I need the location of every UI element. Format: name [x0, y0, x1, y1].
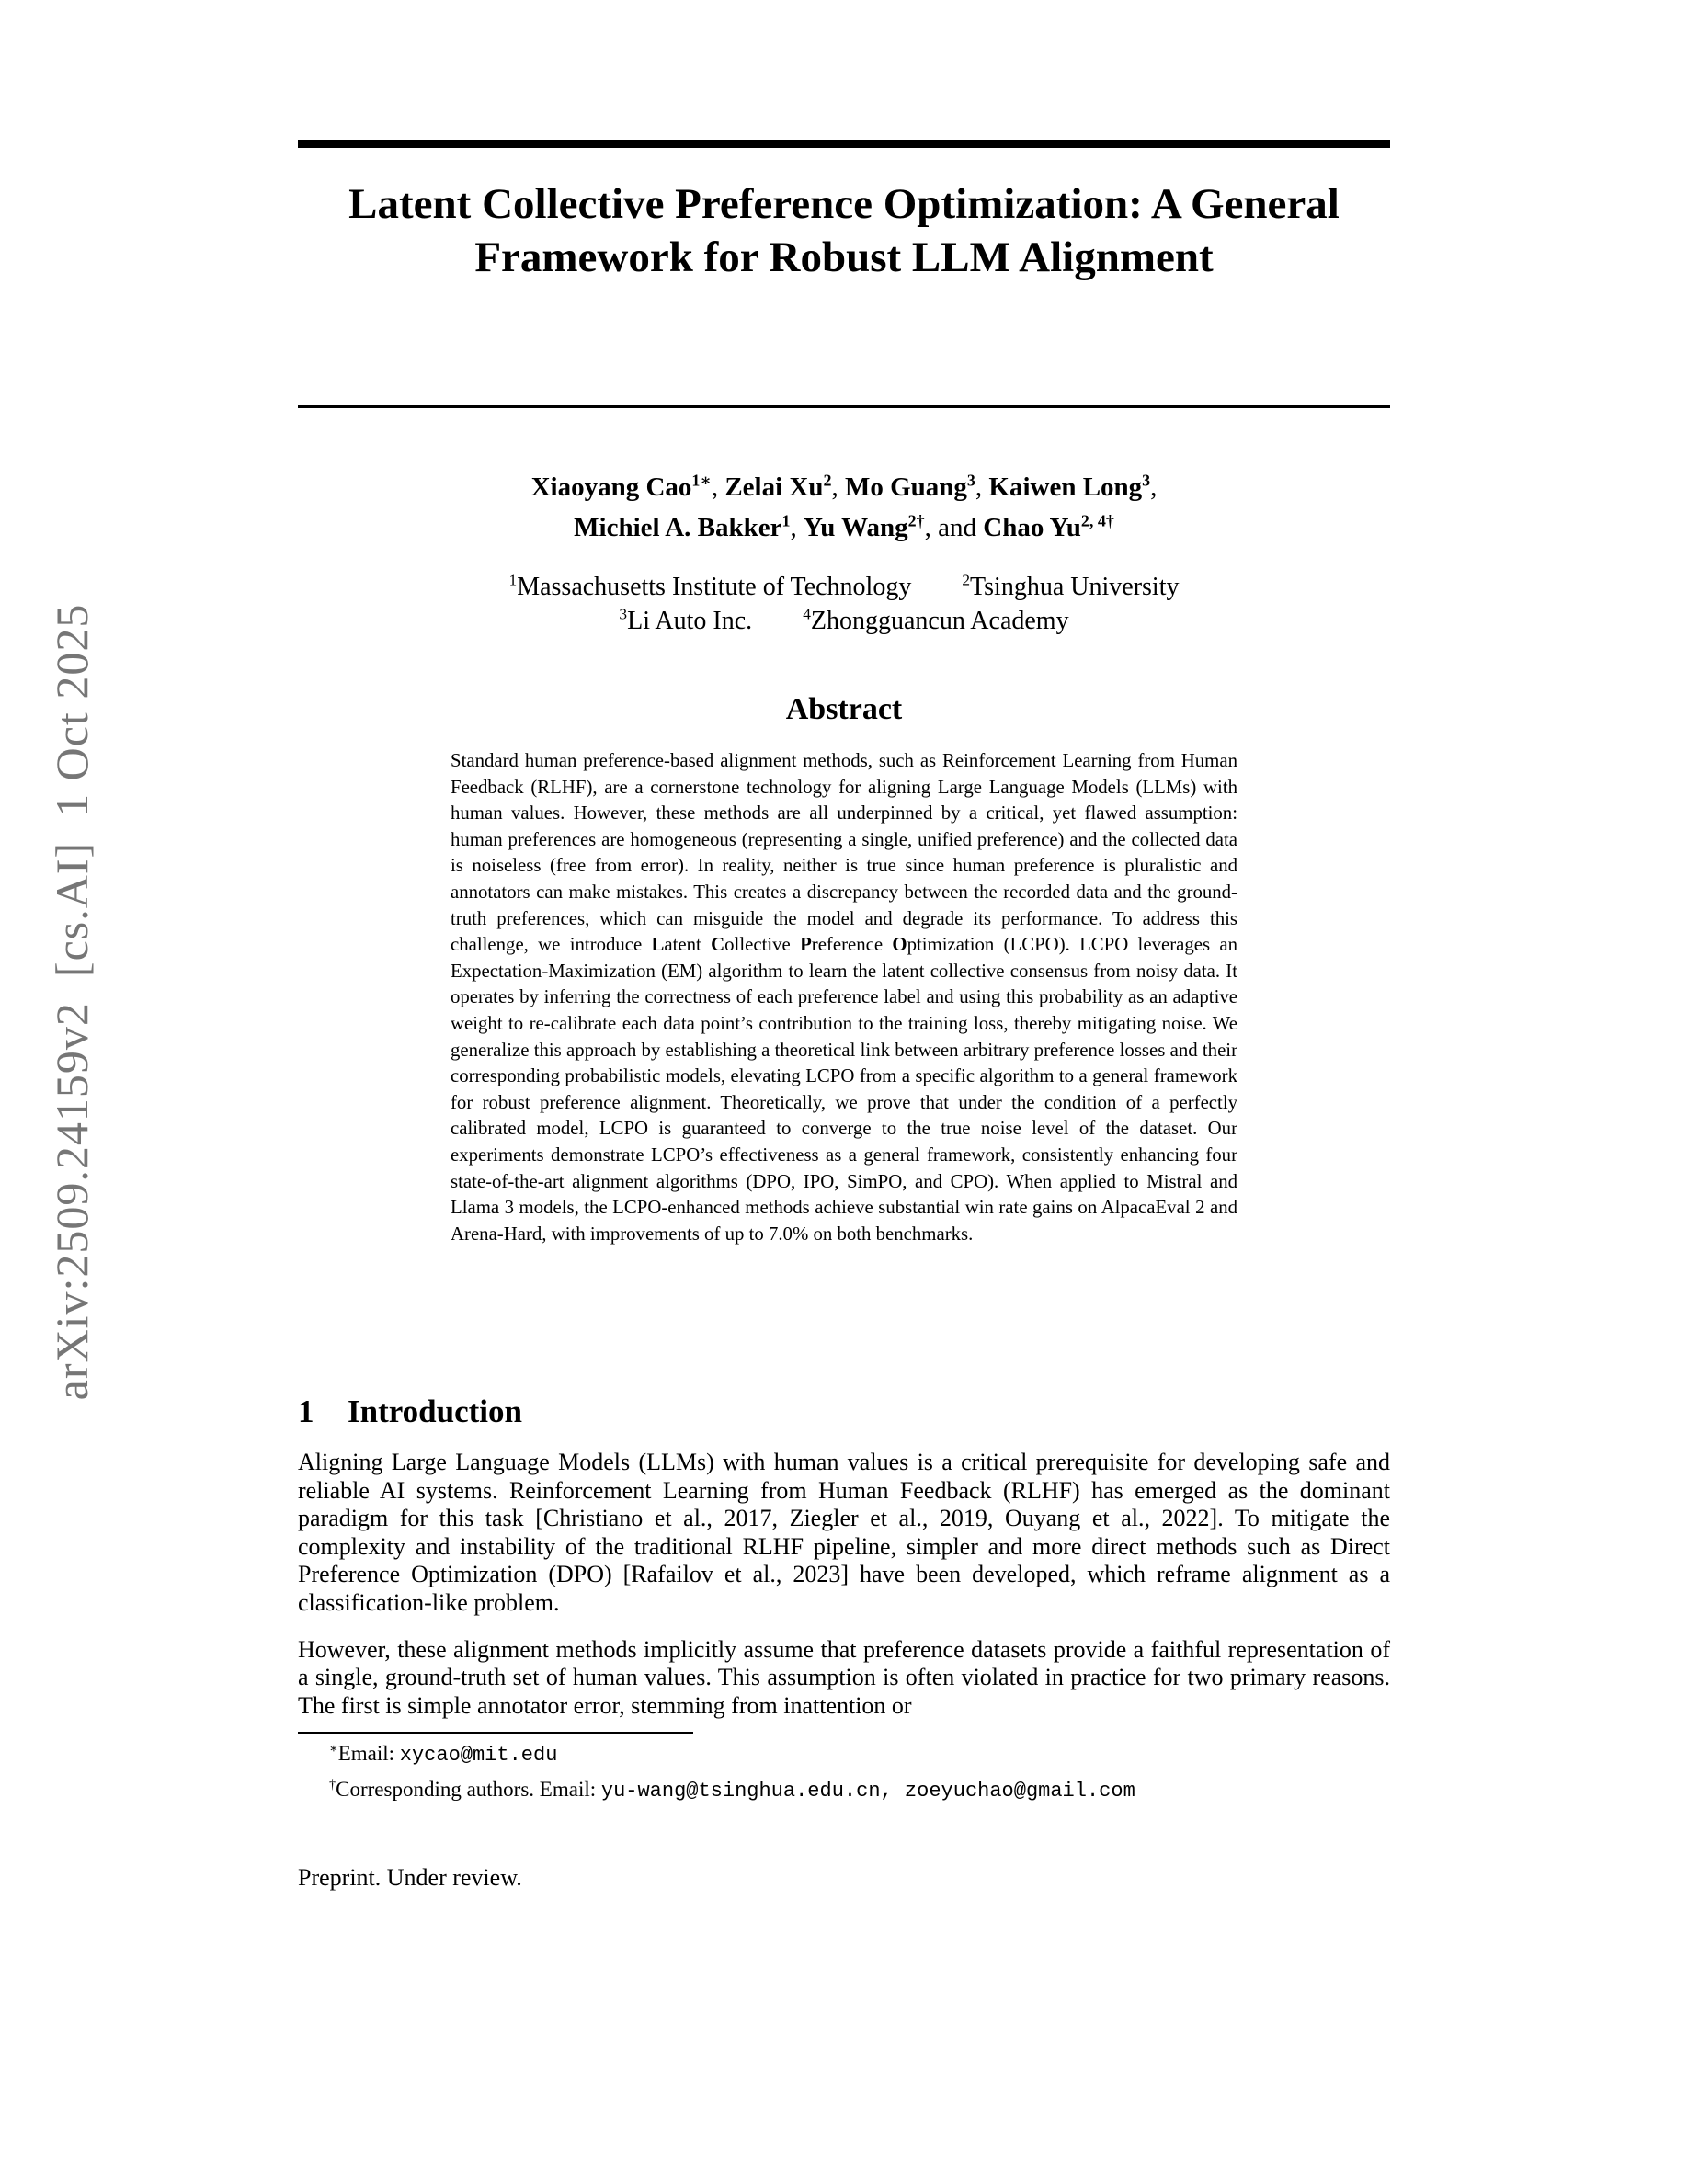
title-line-1: Latent Collective Preference Optimization: A General [348, 180, 1340, 228]
affiliation-item: $^4$Zhongguancun Academy [803, 605, 1069, 635]
author-separator: , [711, 472, 725, 502]
affiliation-mark: 4 [803, 605, 811, 623]
paper-title [298, 177, 1390, 284]
arxiv-watermark: arXiv:2509.24159v2 [cs.AI] 1 Oct 2025 [46, 603, 97, 1401]
author-separator: , [975, 472, 989, 502]
author-name: Yu Wang$^{2\dagger}$ [803, 511, 925, 542]
footnote-block [298, 1732, 1390, 1805]
abstract-bold-letter: P [800, 934, 812, 956]
section-title: Introduction [348, 1393, 522, 1429]
author-name: Zelai Xu$^2$ [724, 471, 832, 502]
author-affiliation-mark: 2, 4† [1080, 511, 1114, 530]
abstract-section [451, 691, 1237, 1247]
affiliation-item: $^3$Li Auto Inc. [619, 605, 753, 635]
affiliation-mark: 2 [962, 571, 971, 589]
abstract-text [451, 748, 1237, 1247]
author-affiliation-mark: 1 [781, 511, 791, 530]
author-separator: , and [924, 513, 984, 542]
author-affiliation-mark: 3 [1142, 471, 1151, 490]
sections-container [298, 1393, 1390, 1720]
author-name: Mo Guang$^3$ [844, 471, 975, 502]
body-paragraph: However, these alignment methods implicitly assume that preference datasets provide a faithful representation of a single, ground-truth set of human values. This assumption is often violated in practice for two primary reasons. The first is simple annotator error, stemming from inattention or [298, 1635, 1390, 1719]
abstract-bold-letter: O [892, 934, 907, 956]
author-separator: , [790, 513, 804, 542]
author-name: Xiaoyang Cao$^{1∗}$ [530, 471, 712, 502]
footnote-rule [298, 1732, 693, 1734]
section-number: 1 [298, 1393, 314, 1429]
author-block [298, 467, 1390, 548]
affiliation-mark: 3 [619, 605, 628, 623]
footnote-email: xycao@mit.edu [399, 1744, 558, 1767]
abstract-bold-letter: C [711, 934, 725, 956]
author-separator: , [1150, 472, 1158, 502]
affiliation-line [298, 570, 1390, 604]
author-line [298, 507, 1390, 548]
title-rule-bottom [298, 405, 1390, 408]
author-name: Michiel A. Bakker$^1$ [574, 511, 791, 542]
content-column [298, 0, 1390, 2184]
affiliation-item: $^2$Tsinghua University [962, 571, 1180, 601]
affiliation-item: $^1$Massachusetts Institute of Technology [508, 571, 912, 601]
author-separator: , [831, 472, 845, 502]
author-affiliation-mark: 1∗ [691, 471, 712, 490]
abstract-heading: Abstract [785, 692, 903, 726]
section-heading [298, 1393, 1390, 1430]
author-name: Chao $Yu^{2, 4\dagger}$ [983, 511, 1114, 542]
abstract-bold-letter: L [651, 934, 665, 956]
footnote-mark: ∗ [329, 1741, 338, 1757]
abstract-segment: ptimization (LCPO). LCPO leverages an Expectation-Maximization (EM) algorithm to learn the latent collective consensus from noisy data. It operates by inferring the correctness of each preference label and using this probability as an adaptive weight to re-calibrate each data point’s contribution to the training loss, thereby mitigating noise. We generalize this approach by establishing a theoretical link between arbitrary preference losses and their corresponding probabilistic models, elevating LCPO from a specific algorithm to a general framework for robust preference alignment. Theoretically, we prove that under the condition of a perfectly calibrated model, LCPO is guaranteed to converge to the true noise level of the dataset. Our experiments demonstrate LCPO’s effectiveness as a general framework, consistently enhancing four state-of-the-art alignment algorithms (DPO, IPO, SimPO, and CPO). When applied to Mistral and Llama 3 models, the LCPO-enhanced methods achieve substantial win rate gains on AlpacaEval 2 and Arena-Hard, with improvements of up to 7.0% on both benchmarks. [451, 934, 1237, 1245]
abstract-segment: ollective [724, 934, 801, 956]
affiliation-mark: 1 [508, 571, 518, 589]
title-line-2: Framework for Robust LLM Alignment [474, 233, 1214, 281]
author-affiliation-mark: 3 [966, 471, 975, 490]
abstract-segment: Standard human preference-based alignment methods, such as Reinforcement Learning from Human Feedback (RLHF), are a cornerstone technology for aligning Large Language Models (LLMs) with human values. However, these methods are all underpinned by a critical, yet flawed assumption: human preferences are homogeneous (representing a single, unified preference) and the collected data is noiseless (free from error). In reality, neither is true since human preference is pluralistic and annotators can make mistakes. This creates a discrepancy between the recorded data and the ground-truth preferences, which can misguide the model and degrade its performance. To address this challenge, we introduce [451, 750, 1237, 956]
footnote: ∗Email: xycao@mit.edu [329, 1741, 558, 1767]
footnote-mark: † [329, 1777, 336, 1792]
author-name: Kaiwen Long$^3$ [988, 471, 1151, 502]
footnotes-container [298, 1740, 1390, 1805]
preprint-notice: Preprint. Under review. [298, 1864, 522, 1891]
title-rule-top [298, 140, 1390, 148]
affiliation-block [298, 570, 1390, 638]
author-line [298, 467, 1390, 507]
author-affiliation-mark: 2† [907, 511, 925, 530]
body-paragraph: Aligning Large Language Models (LLMs) with human values is a critical prerequisite for developing safe and reliable AI systems. Reinforcement Learning from Human Feedback (RLHF) has emerged as the dominant paradigm for this task [Christiano et al., 2017, Ziegler et al., 2019, Ouyang et al., 2022]. To mitigate the complexity and instability of the traditional RLHF pipeline, simpler and more direct methods such as Direct Preference Optimization (DPO) [Rafailov et al., 2023] have been developed, which reframe alignment as a classification-like problem. [298, 1449, 1390, 1616]
footnote-email: yu-wang@tsinghua.edu.cn, zoeyuchao@gmail.com [600, 1780, 1135, 1803]
abstract-segment: reference [811, 934, 893, 956]
author-affiliation-mark: 2 [823, 471, 832, 490]
footnote: †Corresponding authors. Email: yu-wang@tsinghua.edu.cn, zoeyuchao@gmail.com [329, 1777, 1135, 1803]
affiliation-line [298, 604, 1390, 638]
abstract-segment: atent [664, 934, 712, 956]
